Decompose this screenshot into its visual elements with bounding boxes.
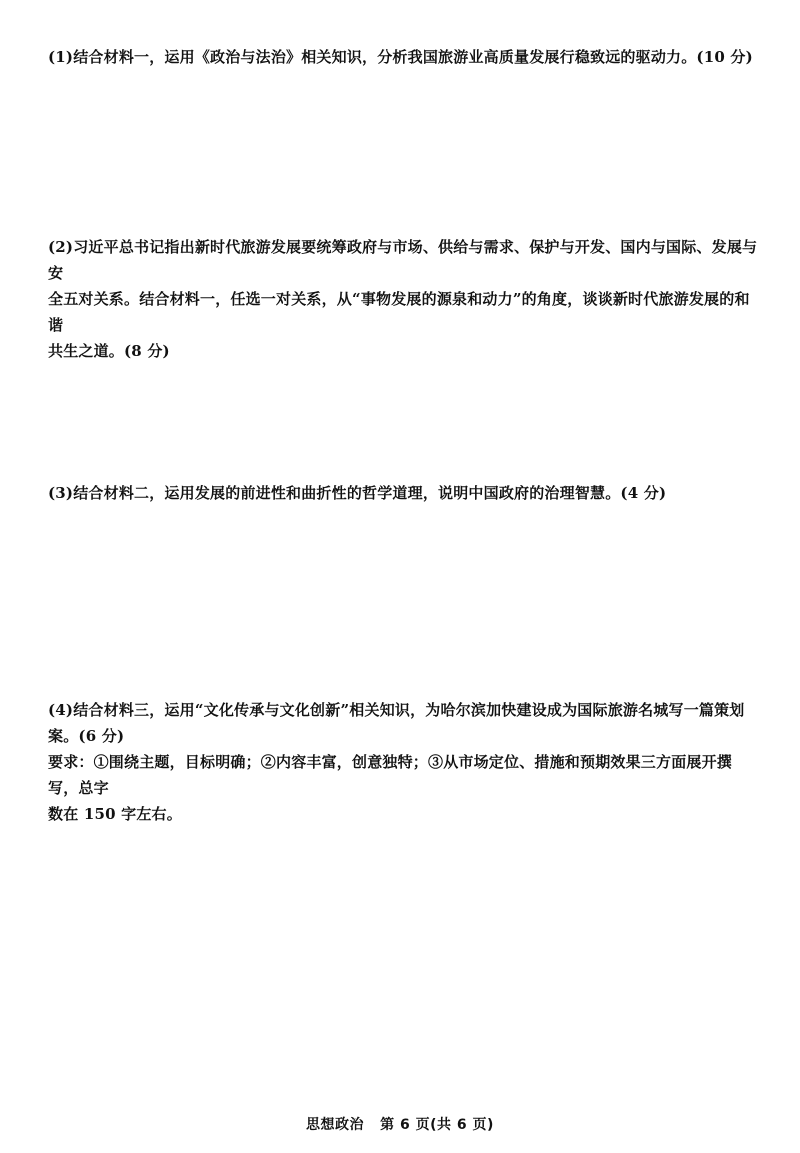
question-4-requirements-line-2: 数在 150 字左右。 (48, 805, 182, 823)
footer-page-info: 第 6 页(共 6 页) (380, 1117, 494, 1133)
footer-subject: 思想政治 (306, 1117, 365, 1133)
question-2-line-3: 共生之道。(8 分) (48, 342, 170, 360)
question-2-line-2: 全五对关系。结合材料一，任选一对关系，从“事物发展的源泉和动力”的角度，谈谈新时代旅游发展的和谐 (48, 290, 750, 334)
question-2 (48, 234, 758, 364)
question-2-line-1: (2)习近平总书记指出新时代旅游发展要统筹政府与市场、供给与需求、保护与开发、国内与国际、发展与安 (48, 238, 758, 282)
question-1 (48, 44, 758, 70)
question-3-line-1: (3)结合材料二，运用发展的前进性和曲折性的哲学道理，说明中国政府的治理智慧。(4 分) (48, 484, 667, 502)
question-4 (48, 697, 758, 827)
question-1-line-1: (1)结合材料一，运用《政治与法治》相关知识，分析我国旅游业高质量发展行稳致远的驱动力。(10 分) (48, 48, 753, 66)
page-footer (0, 1114, 800, 1134)
question-4-requirements-line-1: 要求：①围绕主题，目标明确；②内容丰富，创意独特；③从市场定位、措施和预期效果三方面展开撰写，总字 (48, 753, 733, 797)
question-4-line-2: 案。(6 分) (48, 727, 125, 745)
question-3 (48, 480, 758, 506)
question-4-line-1: (4)结合材料三，运用“文化传承与文化创新”相关知识，为哈尔滨加快建设成为国际旅游名城写一篇策划 (48, 701, 745, 719)
